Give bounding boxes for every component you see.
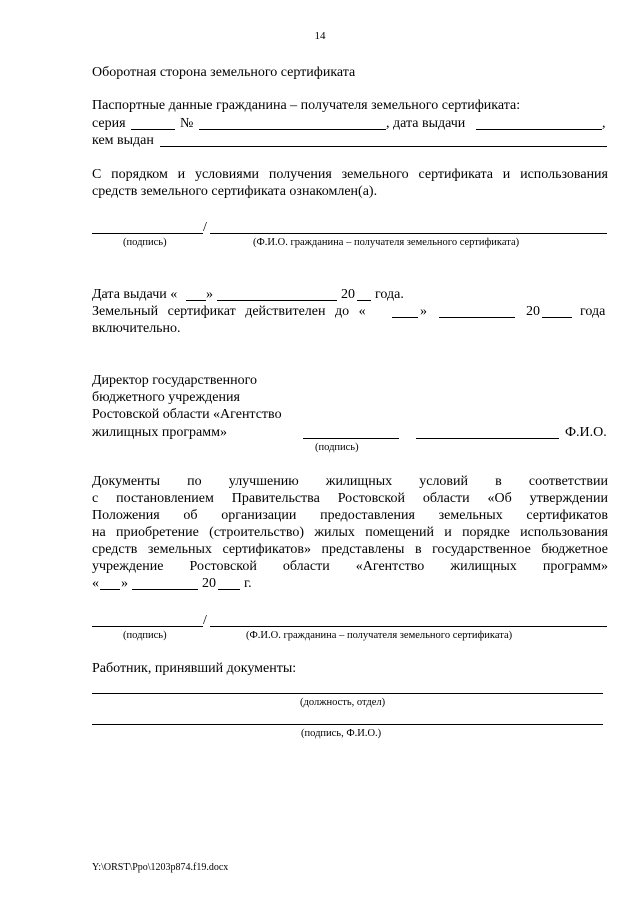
issued-by-field bbox=[160, 146, 607, 147]
employee-title: Работник, принявший документы: bbox=[92, 661, 297, 676]
director-signature-field bbox=[303, 438, 399, 439]
slash-2: / bbox=[203, 613, 207, 628]
page-heading: Оборотная сторона земельного сертификата bbox=[92, 65, 356, 80]
signature-caption-1: (подпись) bbox=[123, 237, 167, 248]
number-label: № bbox=[180, 116, 194, 131]
documents-line-5: средств земельных сертификатов» представлены в государственное бюджетное bbox=[92, 542, 608, 557]
name-caption-2: (Ф.И.О. гражданина – получателя земельного сертификата) bbox=[246, 630, 513, 641]
issue-date-close: » bbox=[206, 287, 213, 302]
director-line-3: Ростовской области «Агентство bbox=[92, 407, 282, 422]
director-name-field bbox=[416, 438, 559, 439]
valid-day-field bbox=[392, 317, 418, 318]
slash-1: / bbox=[203, 220, 207, 235]
issue-year-prefix: 20 bbox=[341, 287, 355, 302]
issue-date-label: , дата выдачи bbox=[386, 116, 466, 131]
issued-by-label: кем выдан bbox=[92, 133, 154, 148]
valid-year-field bbox=[542, 317, 572, 318]
series-label: серия bbox=[92, 116, 126, 131]
number-field bbox=[199, 129, 386, 130]
documents-line-3: Положения об организации предоставления земельных сертификатов bbox=[92, 508, 608, 523]
comma: , bbox=[602, 116, 606, 131]
director-line-2: бюджетного учреждения bbox=[92, 390, 240, 405]
valid-year-prefix: 20 bbox=[526, 304, 540, 319]
issue-date-prefix: Дата выдачи « bbox=[92, 287, 178, 302]
name-field-2 bbox=[210, 626, 607, 627]
documents-line-1: Документы по улучшению жилищных условий в соответствии bbox=[92, 474, 608, 489]
valid-prefix: Земельный сертификат действителен до « bbox=[92, 304, 366, 319]
issue-date-suffix: года. bbox=[375, 287, 404, 302]
series-field bbox=[131, 129, 175, 130]
director-line-1: Директор государственного bbox=[92, 373, 257, 388]
passport-title: Паспортные данные гражданина – получателя земельного сертификата: bbox=[92, 98, 521, 113]
documents-year-prefix: 20 bbox=[202, 576, 216, 591]
issue-year-field bbox=[357, 300, 371, 301]
acknowledgement-line-2: средств земельного сертификата ознакомлен(а). bbox=[92, 184, 378, 199]
signature-caption-2: (подпись) bbox=[123, 630, 167, 641]
valid-month-field bbox=[439, 317, 515, 318]
valid-word: года bbox=[580, 304, 606, 319]
issue-day-field bbox=[186, 300, 206, 301]
documents-date-suffix: г. bbox=[244, 576, 252, 591]
name-field-1 bbox=[210, 233, 607, 234]
documents-line-2: с постановлением Правительства Ростовской области «Об утверждении bbox=[92, 491, 608, 506]
documents-day-field bbox=[100, 589, 120, 590]
position-caption: (должность, отдел) bbox=[300, 697, 386, 708]
documents-line-4: на приобретение (строительство) жилых помещений и порядке использования bbox=[92, 525, 608, 540]
signature-field-1 bbox=[92, 233, 203, 234]
signature-field-2 bbox=[92, 626, 203, 627]
page-number: 14 bbox=[314, 30, 326, 42]
documents-month-field bbox=[132, 589, 198, 590]
acknowledgement-line-1: С порядком и условиями получения земельного сертификата и использования bbox=[92, 167, 608, 182]
valid-close: » bbox=[420, 304, 427, 319]
director-line-4: жилищных программ» bbox=[92, 425, 227, 440]
footer-file-path: Y:\ORST\Ppo\1203p874.f19.docx bbox=[92, 862, 229, 873]
director-signature-caption: (подпись) bbox=[315, 442, 359, 453]
issue-month-field bbox=[217, 300, 337, 301]
name-caption-1: (Ф.И.О. гражданина – получателя земельного сертификата) bbox=[253, 237, 520, 248]
documents-date-open: « bbox=[92, 576, 99, 591]
employee-signature-caption: (подпись, Ф.И.О.) bbox=[301, 728, 382, 739]
documents-line-6: учреждение Ростовской области «Агентство жилищных программ» bbox=[92, 559, 608, 574]
position-field bbox=[92, 693, 603, 694]
issue-date-field bbox=[476, 129, 602, 130]
documents-year-field bbox=[218, 589, 240, 590]
documents-date-close: » bbox=[121, 576, 128, 591]
employee-signature-field bbox=[92, 724, 603, 725]
director-fio: Ф.И.О. bbox=[565, 425, 607, 440]
valid-tail: включительно. bbox=[92, 321, 181, 336]
